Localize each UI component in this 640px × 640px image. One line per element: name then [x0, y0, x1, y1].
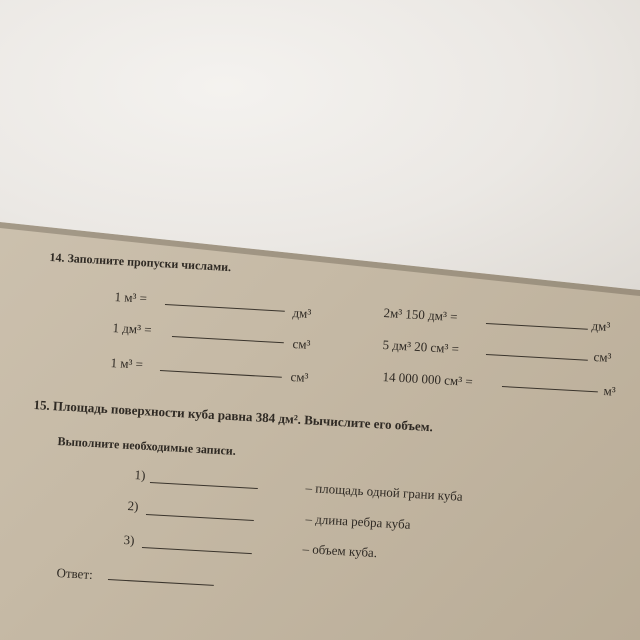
- task14-right-2-blank[interactable]: [486, 354, 588, 361]
- task14-left-3-unit: см³: [290, 369, 309, 385]
- task15-step-3-blank[interactable]: [142, 547, 252, 554]
- task15-step-3-num: 3): [123, 532, 135, 548]
- task15-instruction: Выполните необходимые записи.: [57, 434, 237, 458]
- answer-blank[interactable]: [108, 579, 214, 586]
- task14-left-1-unit: дм³: [292, 305, 312, 322]
- task15-step-2-blank[interactable]: [146, 514, 254, 521]
- task14-right-1-unit: дм³: [591, 318, 611, 335]
- task14-left-1-blank[interactable]: [165, 304, 285, 312]
- task15-step-2-desc: – длина ребра куба: [305, 511, 411, 532]
- task14-title: 14. Заполните пропуски числами.: [49, 250, 232, 275]
- task14-right-2-unit: см³: [593, 349, 612, 365]
- task14-left-1-lhs: 1 м³ =: [114, 289, 148, 306]
- task15-step-1-desc: – площадь одной грани куба: [305, 480, 464, 504]
- task15-step-3-desc: – объем куба.: [302, 541, 378, 561]
- task14-right-3-blank[interactable]: [502, 386, 598, 392]
- task14-right-3-lhs: 14 000 000 см³ =: [382, 369, 474, 390]
- answer-label: Ответ:: [56, 565, 94, 582]
- task14-right-1-lhs: 2м³ 150 дм³ =: [383, 305, 458, 325]
- task15-step-1-blank[interactable]: [150, 482, 258, 489]
- task14-right-1-blank[interactable]: [486, 323, 588, 330]
- task15-step-2-num: 2): [127, 498, 139, 514]
- task15-step-1-num: 1): [134, 467, 146, 483]
- task14-right-3-unit: м³: [603, 383, 617, 399]
- task15-title: 15. Площадь поверхности куба равна 384 дм². Вычислите его объем.: [33, 397, 434, 435]
- task14-right-2-lhs: 5 дм³ 20 см³ =: [382, 337, 460, 357]
- task14-left-2-unit: см³: [292, 336, 311, 352]
- task14-left-3-lhs: 1 м³ =: [110, 355, 144, 372]
- task14-left-3-blank[interactable]: [160, 370, 282, 378]
- task14-left-2-lhs: 1 дм³ =: [112, 320, 153, 338]
- task14-left-2-blank[interactable]: [172, 336, 284, 343]
